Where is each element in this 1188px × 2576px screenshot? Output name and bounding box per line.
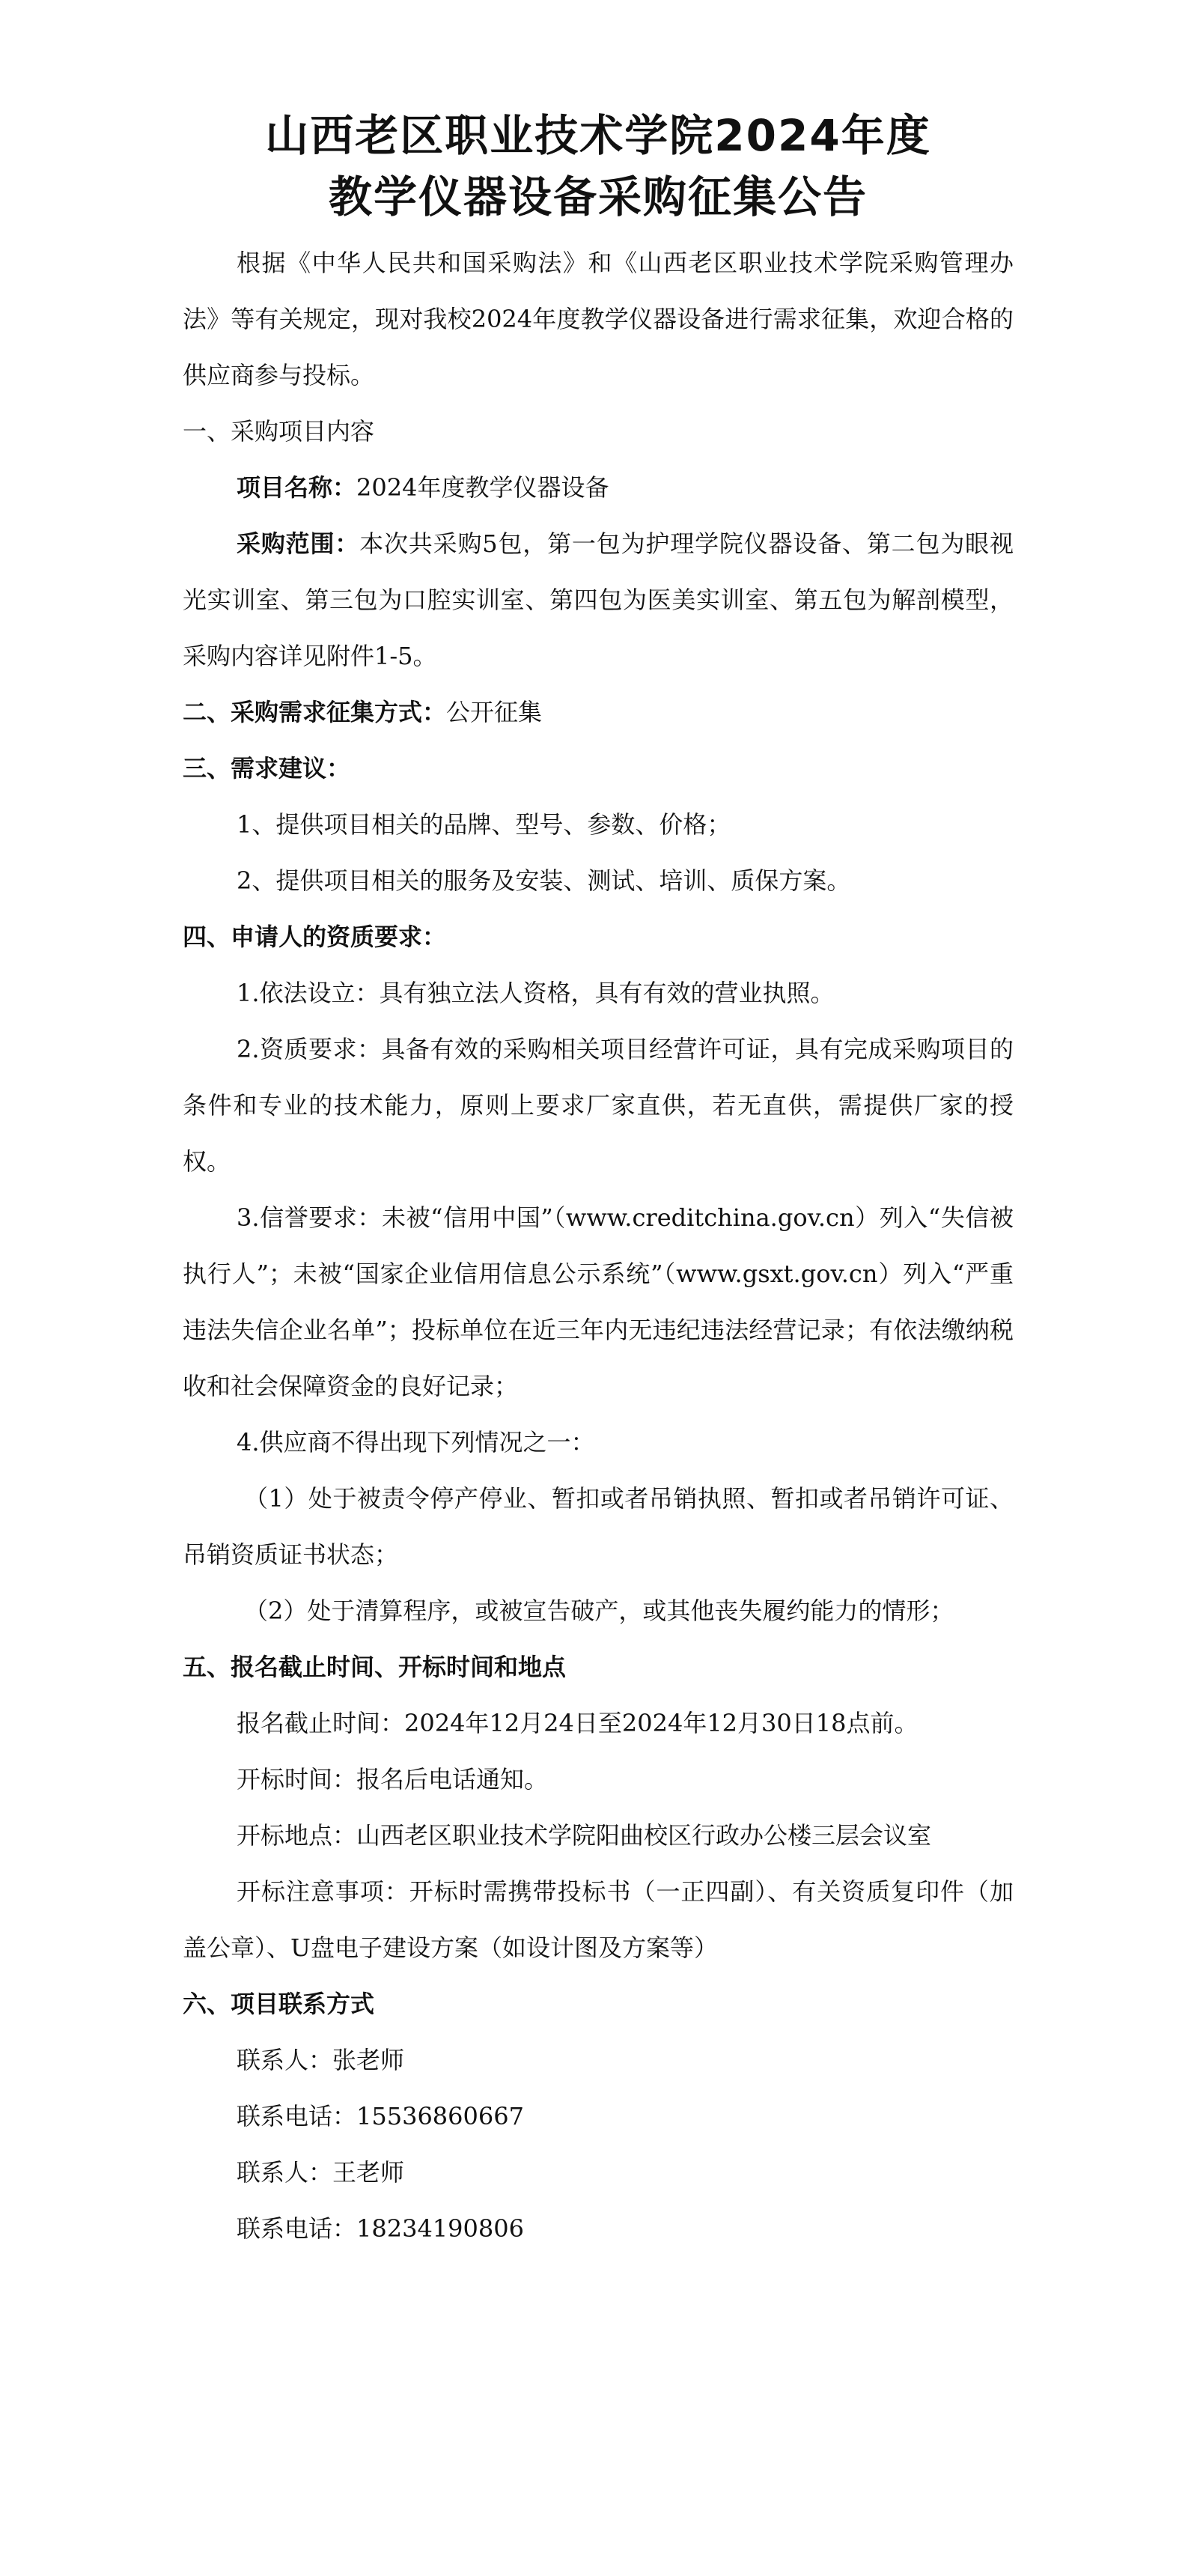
section-2-heading: 二、采购需求征集方式： — [183, 698, 447, 726]
opening-location: 开标地点：山西老区职业技术学院阳曲校区行政办公楼三层会议室 — [237, 1821, 932, 1850]
contact-phone-2: 联系电话：18234190806 — [237, 2214, 524, 2243]
requirement-4: 4.供应商不得出现下列情况之一： — [237, 1428, 595, 1456]
contact-phone-1: 联系电话：15536860667 — [237, 2102, 524, 2130]
section-5-heading: 五、报名截止时间、开标时间和地点 — [183, 1653, 567, 1681]
document-body — [183, 235, 1014, 2257]
suggestion-item-1: 1、提供项目相关的品牌、型号、参数、价格； — [237, 810, 731, 839]
project-name-value: 2024年度教学仪器设备 — [356, 473, 609, 502]
scope-label: 采购范围： — [237, 529, 360, 558]
requirement-4-item-2: （2）处于清算程序，或被宣告破产，或其他丧失履约能力的情形； — [244, 1597, 954, 1625]
section-4-heading: 四、申请人的资质要求： — [183, 923, 447, 951]
section-6-heading: 六、项目联系方式 — [183, 1990, 375, 2018]
title-line-1: 山西老区职业技术学院2024年度 — [265, 110, 931, 161]
announcement-page — [183, 105, 1014, 2257]
document-title — [183, 105, 1014, 228]
requirement-1: 1.依法设立：具有独立法人资格，具有有效的营业执照。 — [237, 979, 835, 1007]
opening-time: 开标时间：报名后电话通知。 — [237, 1765, 549, 1793]
opening-notes: 开标注意事项：开标时需携带投标书（一正四副）、有关资质复印件（加盖公章）、U盘电子建设方案（如设计图及方案等） — [183, 1877, 1014, 1962]
section-2 — [183, 684, 1014, 741]
contact-person-2: 联系人：王老师 — [237, 2158, 405, 2187]
requirement-2: 2.资质要求：具备有效的采购相关项目经营许可证，具有完成采购项目的条件和专业的技术能力，原则上要求厂家直供，若无直供，需提供厂家的授权。 — [183, 1035, 1014, 1176]
section-2-value: 公开征集 — [446, 698, 543, 726]
contact-person-1: 联系人：张老师 — [237, 2046, 405, 2074]
procurement-scope — [183, 516, 1014, 684]
requirement-3: 3.信誉要求：未被“信用中国”（www.creditchina.gov.cn）列入“失信被执行人”；未被“国家企业信用信息公示系统”（www.gsxt.gov.cn）列入“严重违法失信企业名单”；投标单位在近三年内无违纪违法经营记录；有依法缴纳税收和社会保障资金的良好记录； — [183, 1203, 1014, 1400]
suggestion-item-2: 2、提供项目相关的服务及安装、测试、培训、质保方案。 — [237, 866, 851, 895]
section-3-heading: 三、需求建议： — [183, 754, 351, 783]
requirement-4-item-1: （1）处于被责令停产停业、暂扣或者吊销执照、暂扣或者吊销许可证、吊销资质证书状态； — [183, 1484, 1014, 1569]
scope-value: 本次共采购5包，第一包为护理学院仪器设备、第二包为眼视光实训室、第三包为口腔实训室、第四包为医美实训室、第五包为解剖模型，采购内容详见附件1-5。 — [183, 529, 1014, 670]
intro-paragraph: 根据《中华人民共和国采购法》和《山西老区职业技术学院采购管理办法》等有关规定，现对我校2024年度教学仪器设备进行需求征集，欢迎合格的供应商参与投标。 — [183, 249, 1014, 389]
title-line-2: 教学仪器设备采购征集公告 — [328, 171, 868, 222]
project-name — [183, 460, 1014, 516]
project-name-label: 项目名称： — [237, 473, 357, 502]
registration-deadline: 报名截止时间：2024年12月24日至2024年12月30日18点前。 — [237, 1709, 919, 1737]
section-1-heading: 一、采购项目内容 — [183, 417, 375, 446]
